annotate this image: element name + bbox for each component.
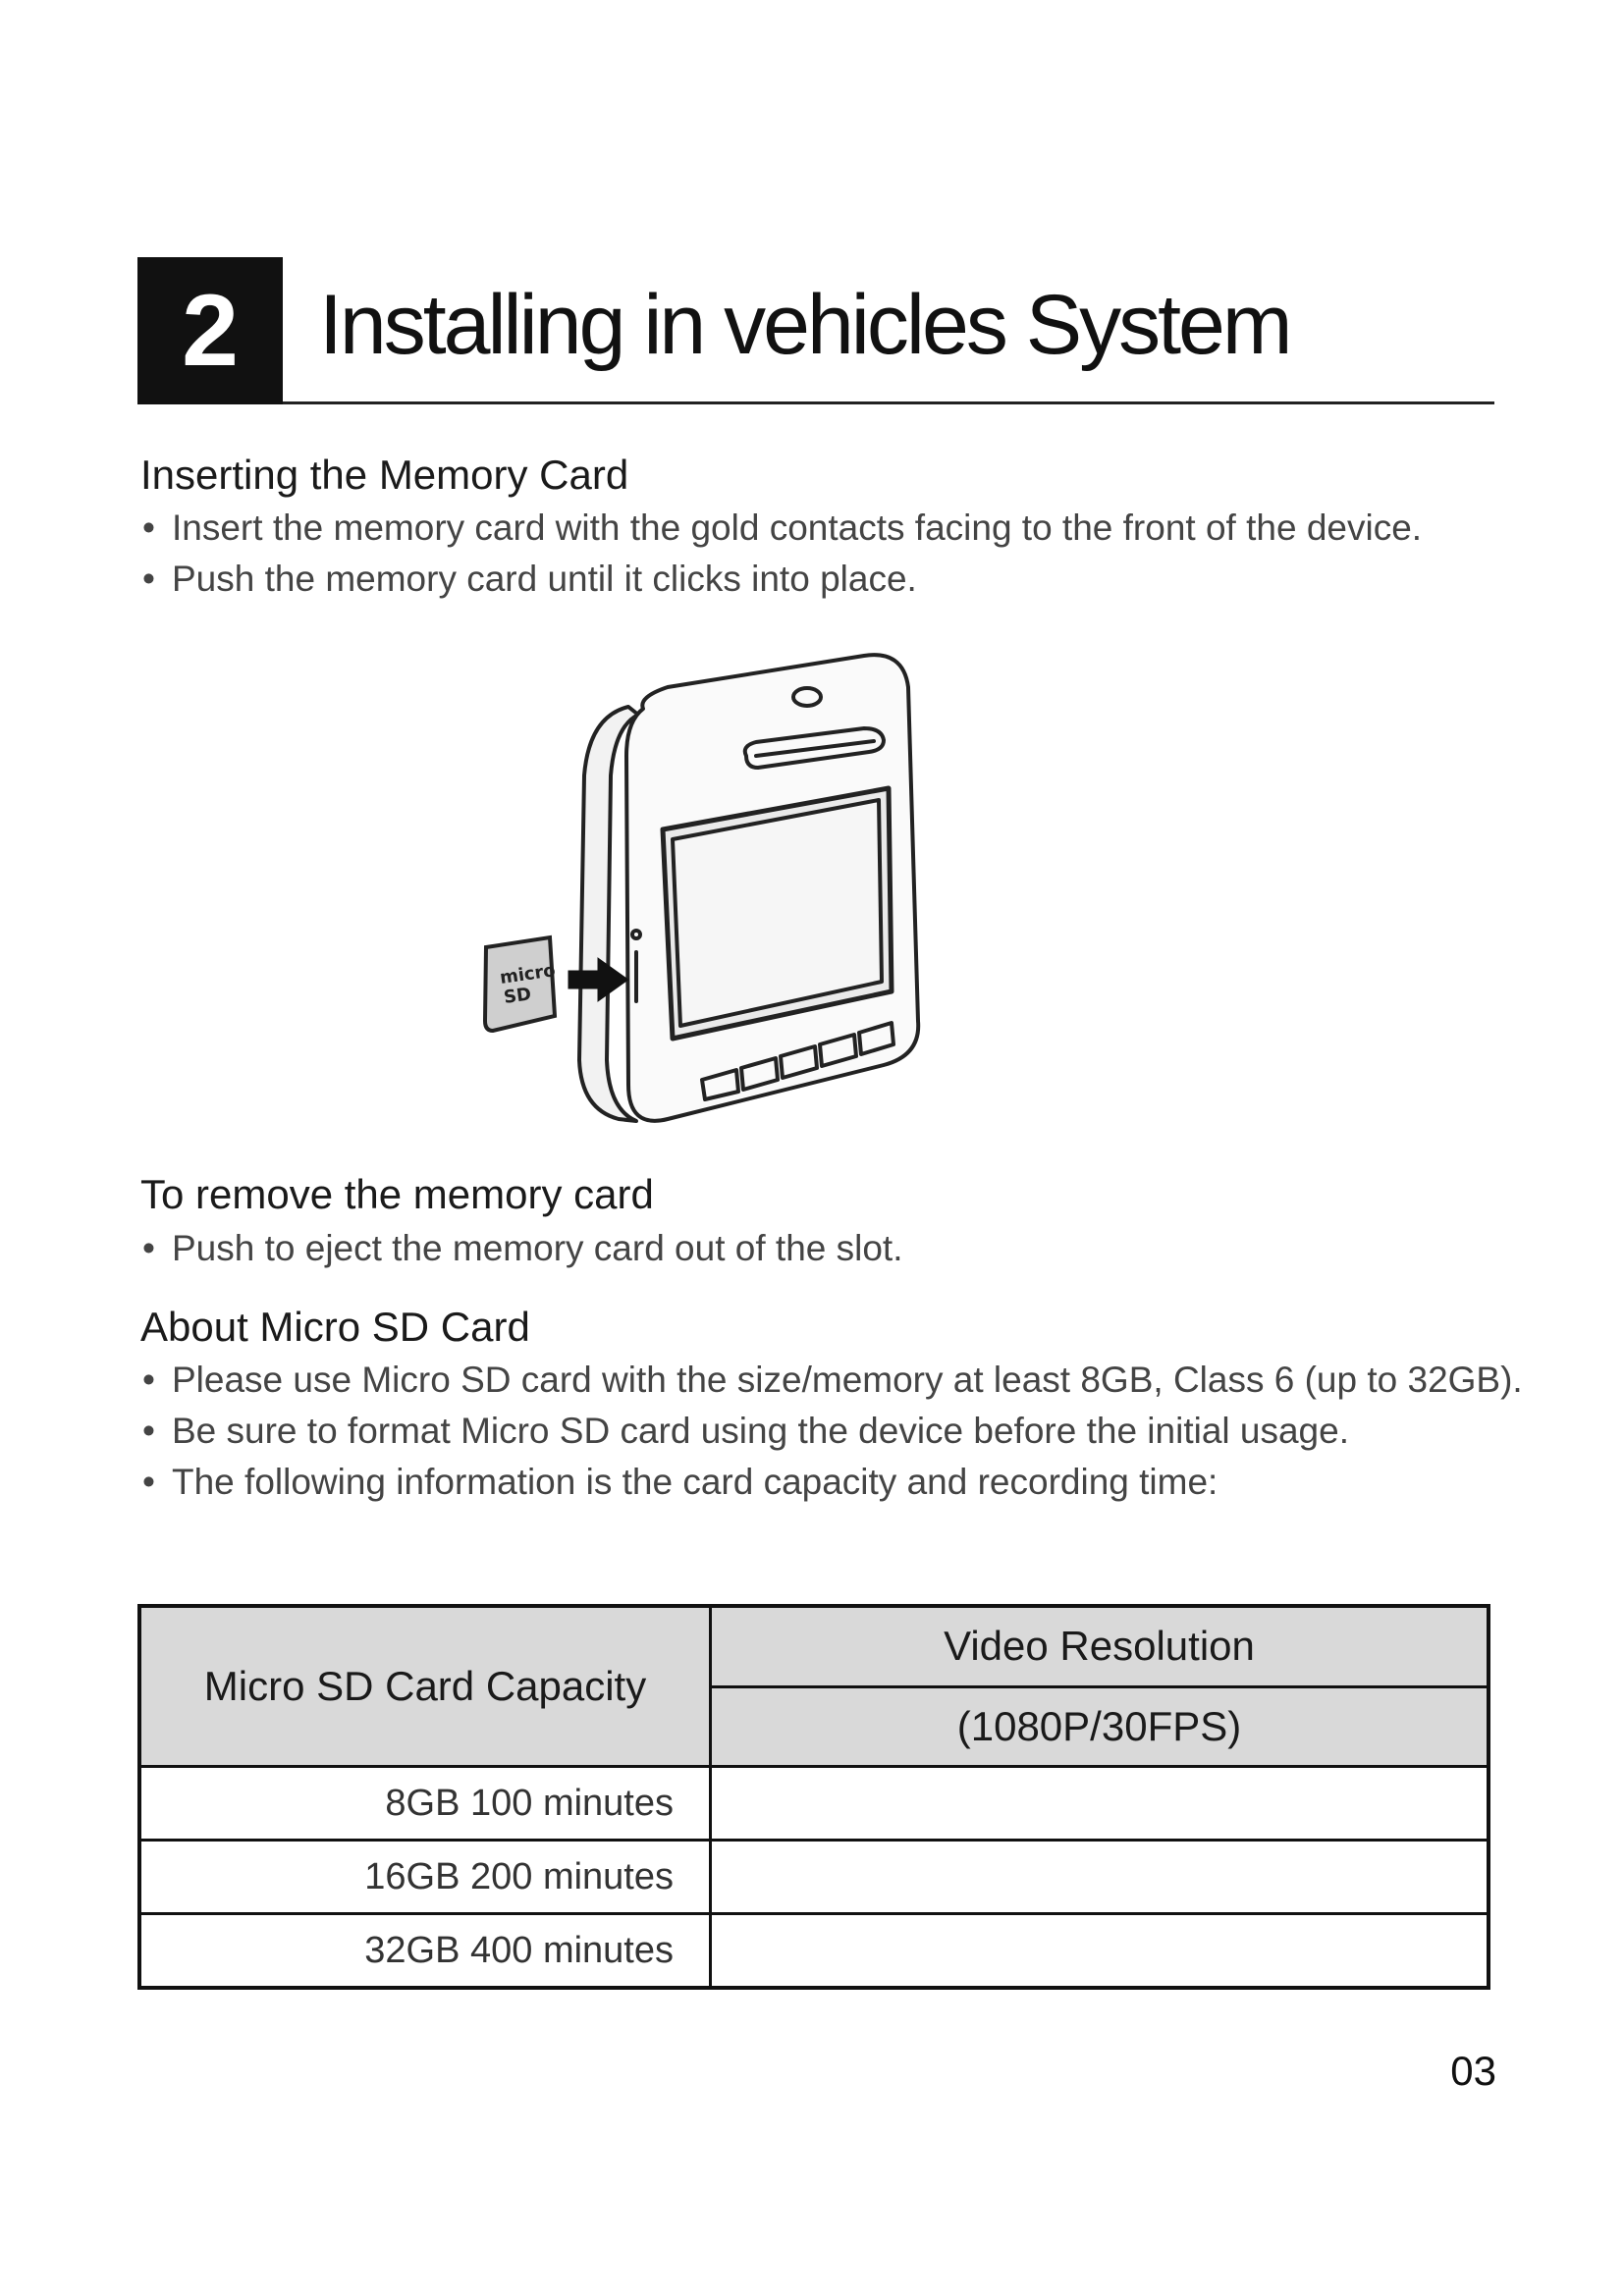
chapter-number: 2	[137, 257, 283, 404]
capacity-cell: 8GB 100 minutes	[139, 1767, 711, 1841]
capacity-cell: 32GB 400 minutes	[139, 1914, 711, 1989]
list-item: • The following information is the card capacity and recording time:	[140, 1457, 1523, 1508]
dashcam-illustration	[471, 648, 923, 1139]
insert-bullet-list	[140, 503, 1422, 605]
resolution-cell	[711, 1841, 1489, 1914]
heading-inserting-memory-card: Inserting the Memory Card	[140, 452, 629, 498]
heading-about-micro-sd: About Micro SD Card	[140, 1304, 530, 1350]
list-item: • Be sure to format Micro SD card using the device before the initial usage.	[140, 1406, 1523, 1457]
table-row	[139, 1914, 1489, 1989]
card-label-micro: micro	[498, 960, 557, 988]
list-item: • Please use Micro SD card with the size/memory at least 8GB, Class 6 (up to 32GB).	[140, 1355, 1523, 1406]
capacity-cell: 16GB 200 minutes	[139, 1841, 711, 1914]
table-row	[139, 1767, 1489, 1841]
capacity-table	[137, 1604, 1490, 1990]
resolution-cell	[711, 1767, 1489, 1841]
chapter-title: Installing in vehicles System	[319, 278, 1290, 372]
table-row	[139, 1841, 1489, 1914]
micro-sd-card-icon	[485, 937, 557, 1031]
list-item: • Insert the memory card with the gold contacts facing to the front of the device.	[140, 503, 1422, 554]
page-number: 03	[1450, 2048, 1496, 2094]
list-item: • Push the memory card until it clicks into place.	[140, 554, 1422, 605]
resolution-cell	[711, 1914, 1489, 1989]
header-capacity: Micro SD Card Capacity	[139, 1606, 711, 1767]
dashcam-svg	[471, 648, 923, 1139]
insert-arrow-icon	[569, 960, 626, 999]
list-item: • Push to eject the memory card out of the slot.	[140, 1223, 902, 1274]
chapter-header	[137, 257, 1494, 404]
remove-bullet-list	[140, 1223, 902, 1274]
header-resolution-sub: (1080P/30FPS)	[711, 1686, 1489, 1767]
about-bullet-list	[140, 1355, 1523, 1508]
heading-remove-memory-card: To remove the memory card	[140, 1171, 654, 1217]
chapter-divider	[283, 401, 1494, 404]
card-label-sd: SD	[502, 984, 533, 1008]
header-resolution: Video Resolution	[711, 1606, 1489, 1686]
